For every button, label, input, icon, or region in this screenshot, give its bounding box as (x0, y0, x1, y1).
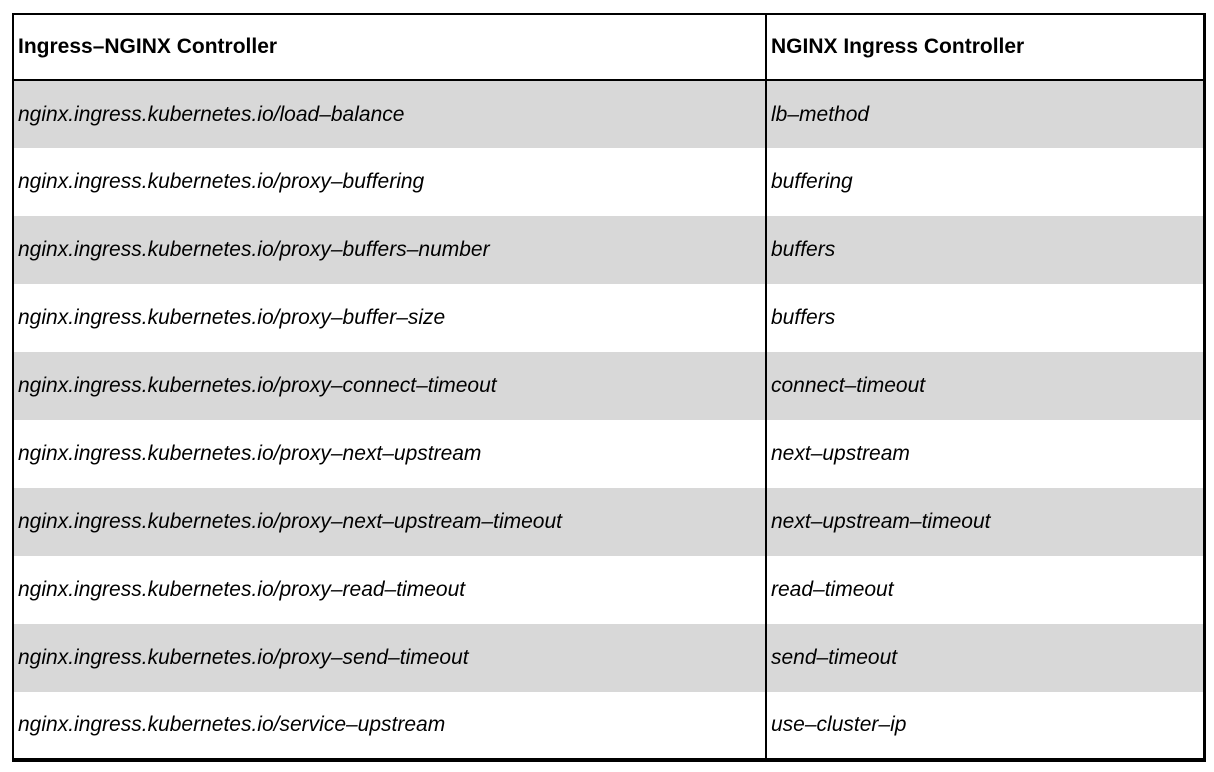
cell-nginx-ingress-annotation: buffers (766, 284, 1204, 352)
cell-ingress-nginx-annotation: nginx.ingress.kubernetes.io/proxy–buffering (18, 170, 425, 193)
table-row (13, 80, 1204, 148)
cell-nginx-ingress-annotation: send–timeout (766, 624, 1204, 692)
table-row (13, 284, 1204, 352)
table-row (13, 488, 1204, 556)
cell-nginx-ingress-annotation: read–timeout (766, 556, 1204, 624)
header-ingress-nginx-controller: Ingress–NGINX Controller (13, 14, 766, 80)
table-header-row (13, 14, 1204, 80)
cell-ingress-nginx-annotation: nginx.ingress.kubernetes.io/proxy–buffers–number (18, 238, 490, 261)
cell-nginx-ingress-annotation: next–upstream (766, 420, 1204, 488)
header-nginx-ingress-controller: NGINX Ingress Controller (766, 14, 1204, 80)
cell-ingress-nginx-annotation: nginx.ingress.kubernetes.io/proxy–connect–timeout (18, 374, 497, 397)
table-body (13, 80, 1204, 760)
cell-ingress-nginx-annotation: nginx.ingress.kubernetes.io/proxy–next–upstream (18, 442, 482, 465)
cell-ingress-nginx-annotation: nginx.ingress.kubernetes.io/load–balance (18, 102, 405, 126)
cell-nginx-ingress-annotation: buffers (766, 216, 1204, 284)
cell-nginx-ingress-annotation: next–upstream–timeout (766, 488, 1204, 556)
table-row (13, 148, 1204, 216)
cell-ingress-nginx-annotation: nginx.ingress.kubernetes.io/proxy–read–timeout (18, 578, 466, 601)
cell-ingress-nginx-annotation: nginx.ingress.kubernetes.io/proxy–send–timeout (18, 646, 469, 669)
cell-nginx-ingress-annotation: use–cluster–ip (766, 692, 1204, 760)
table-row (13, 624, 1204, 692)
table-row (13, 420, 1204, 488)
table-row (13, 216, 1204, 284)
cell-nginx-ingress-annotation: buffering (766, 148, 1204, 216)
table-row (13, 14, 1204, 80)
table-row (13, 352, 1204, 420)
cell-nginx-ingress-annotation: lb–method (766, 80, 1204, 148)
cell-ingress-nginx-annotation: nginx.ingress.kubernetes.io/proxy–buffer–size (18, 306, 446, 329)
cell-nginx-ingress-annotation: connect–timeout (766, 352, 1204, 420)
cell-ingress-nginx-annotation: nginx.ingress.kubernetes.io/proxy–next–upstream–timeout (18, 510, 562, 533)
annotation-mapping-table (12, 13, 1206, 762)
annotation-mapping-table-container (12, 13, 1206, 762)
table-row (13, 692, 1204, 760)
table-row (13, 556, 1204, 624)
cell-ingress-nginx-annotation: nginx.ingress.kubernetes.io/service–upstream (18, 713, 446, 736)
